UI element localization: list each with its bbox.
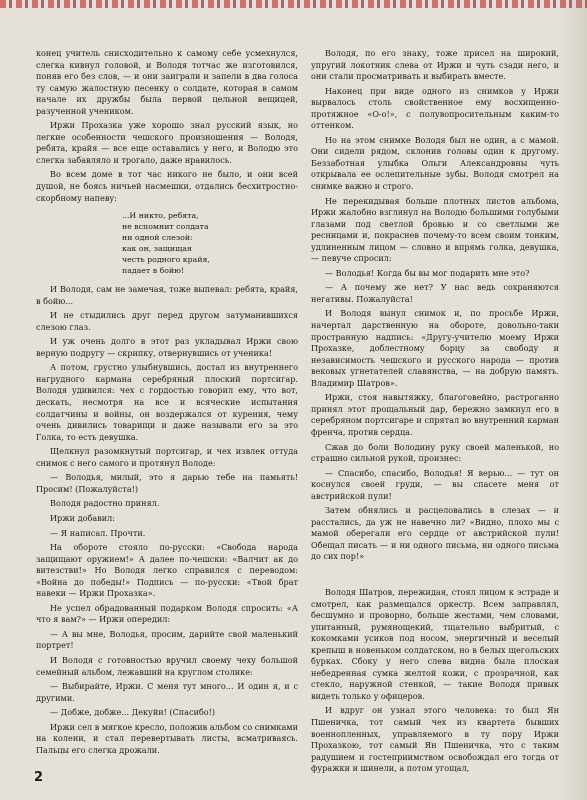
paragraph: А потом, грустно улыбнувшись, достал из внутреннего нагрудного кармана серебряный плоский портсигар. Володя удивился: чех с гордостью говорил ему, что вот, дескать, несмотря на все и всяческие испытания солдатчины и войны, он воздержался от курения, чему очень дивились товарищи и даже называли его за это Голка, то есть девушка. xyxy=(36,362,298,442)
paragraph: Володя Шатров, пережидая, стоял лицом к эстраде и смотрел, как размещался оркестр. Всем заправлял, бесшумно и проворно, больше жестами, чем словами, упитанный, румянощекий, тщательно выбритый, с кокомками усиков под носом, энергичный и веселый крепыш в новеньком солдатском, но в белых щегольских бурках. Сбоку у него слева видна была плоская небедренная сумка желтой кожи, с прозрачной, как стекло, наружной стенкой, — такие Володя привык видеть только у офицеров. xyxy=(311,586,559,701)
decorative-border xyxy=(0,0,587,8)
paragraph: И Володя с готовностью вручил своему чеху большой семейный альбом, лежавший на круглом столике: xyxy=(36,654,298,677)
dialogue-line: — Володья, милый, это я дарью тебе на памьять! Просим! (Пожалуйста!) xyxy=(36,472,298,494)
paragraph: И уж очень долго в этот раз укладывал Иржи свою верную подругу — скрипку, отвернувшись от ученика! xyxy=(36,336,298,358)
section-break xyxy=(311,566,559,587)
paragraph: И Володя вынул снимок и, по просьбе Иржи, начертал дарственную на обороте, довольно-таки пространную надпись: «Другу-учителю моему Иржи Прохазке, доблестному борцу за свободу и независимость чешского и русского народа — против вековых угнетателей славянства, — на добрую память. Владимир Шатров». xyxy=(311,308,559,388)
dialogue-line: — Спасибо, спасибо, Володья! Я верью... — тут он коснулся своей груди, — вы спасете меня от австрийской пули! xyxy=(311,467,559,501)
song-verse: ...И никто, ребята, не вспомнит солдата ни одной слезой: как он, защищая честь родного крайя, падает в бойю! xyxy=(122,211,210,276)
paragraph: Щелкнул разомкнутый портсигар, и чех извлек оттуда снимок с него самого и протянул Володе: xyxy=(36,446,298,468)
paragraph: Иржи Прохазка уже хорошо знал русский язык, но легкие особенности чешского произношения — Володя, ребята, крайя — все еще оставались у него, и Володю это слегка забавляло и трогало, даже нравилось. xyxy=(36,120,298,165)
paragraph: Затем обнялись и расцеловались в слезах — и расстались, да уж не навечно ли? «Видно, плохо мы с мамой оберегали его сердце от австрийской пули! Обещал писать — и ни одного письма, ни одного письма до сих пор!» xyxy=(311,505,559,562)
page-number: 2 xyxy=(34,770,44,785)
paragraph: И Володя, сам не замечая, тоже выпевал: ребята, крайя, в бойю... xyxy=(36,284,298,306)
paragraph: И вдруг он узнал этого человека: то был Ян Пшеничка, тот самый чех из квартета бывших военнопленных, управляемого в ту пору Иржи Прохазкою, тот самый Ян Пшеничка, что с таким радушием и гостеприимством освобождал его тогда от фуражки и шинели, а потом угощал, xyxy=(311,705,559,774)
right-column xyxy=(311,48,559,778)
dialogue-line: — А вы мне, Володья, просим, дарийте свой маленький портрет! xyxy=(36,628,298,651)
paragraph: Володя радостно принял. xyxy=(50,498,160,509)
paragraph: конец учитель снисходительно к самому себе усмехнулся, слегка кивнул головой, и Володя тотчас же изготовился, поняв его без слов, — и они заиграли и запели в два голоса ту самую жалостную песенку о солдате, которая в самом начале их дружбы была первой цельной вещицей, разученной учеником. xyxy=(36,48,298,116)
dialogue-line: — Выбирайте, Иржи. С меня тут много... И один я, и с другими. xyxy=(36,681,298,703)
paragraph: Но на этом снимке Володя был не один, а с мамой. Они сидели рядом, склонив головы один к другому. Беззаботная улыбка Ольги Александровны чуть открывала ее ослепительные зубы. Володя смотрел на снимке важно и строго. xyxy=(311,134,559,192)
paragraph: Иржи добавил: xyxy=(50,512,116,523)
page-edge-shadow xyxy=(561,0,587,800)
paragraph: Не перекидывая больше плотных листов альбома, Иржи жалобно взглянул на Володю большими голубыми глазами под светлой бровью и со светлыми же ресницами и, покраснев почему-то всем своим тонким, удлиненным лицом — словно и впрямь голка, девушка, — певуче спросил: xyxy=(311,195,559,264)
dialogue-line: — А почему же нет? У нас ведь сохраняются негативы. Пожалуйста! xyxy=(311,282,559,304)
paragraph: Володя, по его знаку, тоже присел на широкий, упругий локотник слева от Иржи и чуть сзади него, и они стали просматривать и выбирать вместе. xyxy=(311,48,559,82)
dialogue-line: — Добже, добже... Декуйи! (Спасибо!) xyxy=(50,707,216,718)
paragraph: Во всем доме в тот час никого не было, и они всей душой, не боясь ничьей насмешки, отдались бесхитростно-скорбному напеву: xyxy=(36,169,298,203)
paragraph: На обороте стояло по-русски: «Свобода народа защищают оружием!» А далее по-чешски: «Валчит ак до витезстви!» Но Володя легко справился с переводом: «Война до победы!» Подпись — по-русски: «Твой брат навеки — Иржи Прохазка». xyxy=(36,542,298,599)
left-column xyxy=(36,48,298,759)
paragraph: И не стыдились друг перед другом затуманившихся слезою глаз. xyxy=(36,310,298,332)
paragraph: Не успел обрадованный подарком Володя спросить: «А что я вам?» — Иржи опередил: xyxy=(36,602,298,625)
paragraph: Наконец при виде одного из снимков у Иржи вырвалось столь свойственное ему восхищенно-протяжное «О-о!», с полувопросительным каким-то оттенком. xyxy=(311,85,559,131)
dialogue-line: — Володья! Когда бы вы мог подарить мне это? xyxy=(325,267,530,278)
paragraph: Иржи сел в мягкое кресло, положив альбом со снимками на колени, и стал перевертывать листы, всматриваясь. Пальцы его слегка дрожали. xyxy=(36,721,298,755)
paragraph: Иржи, стоя навытяжку, благоговейно, растроганно принял этот прощальный дар, бережно замкнул его в серебряном портсигаре и спрятал во внутренний карман френча, против сердца. xyxy=(311,392,559,437)
paragraph: Сжав до боли Володину руку своей маленькой, но страшно сильной рукой, произнес: xyxy=(311,441,559,464)
dialogue-line: — Я написал. Прочти. xyxy=(50,527,146,538)
